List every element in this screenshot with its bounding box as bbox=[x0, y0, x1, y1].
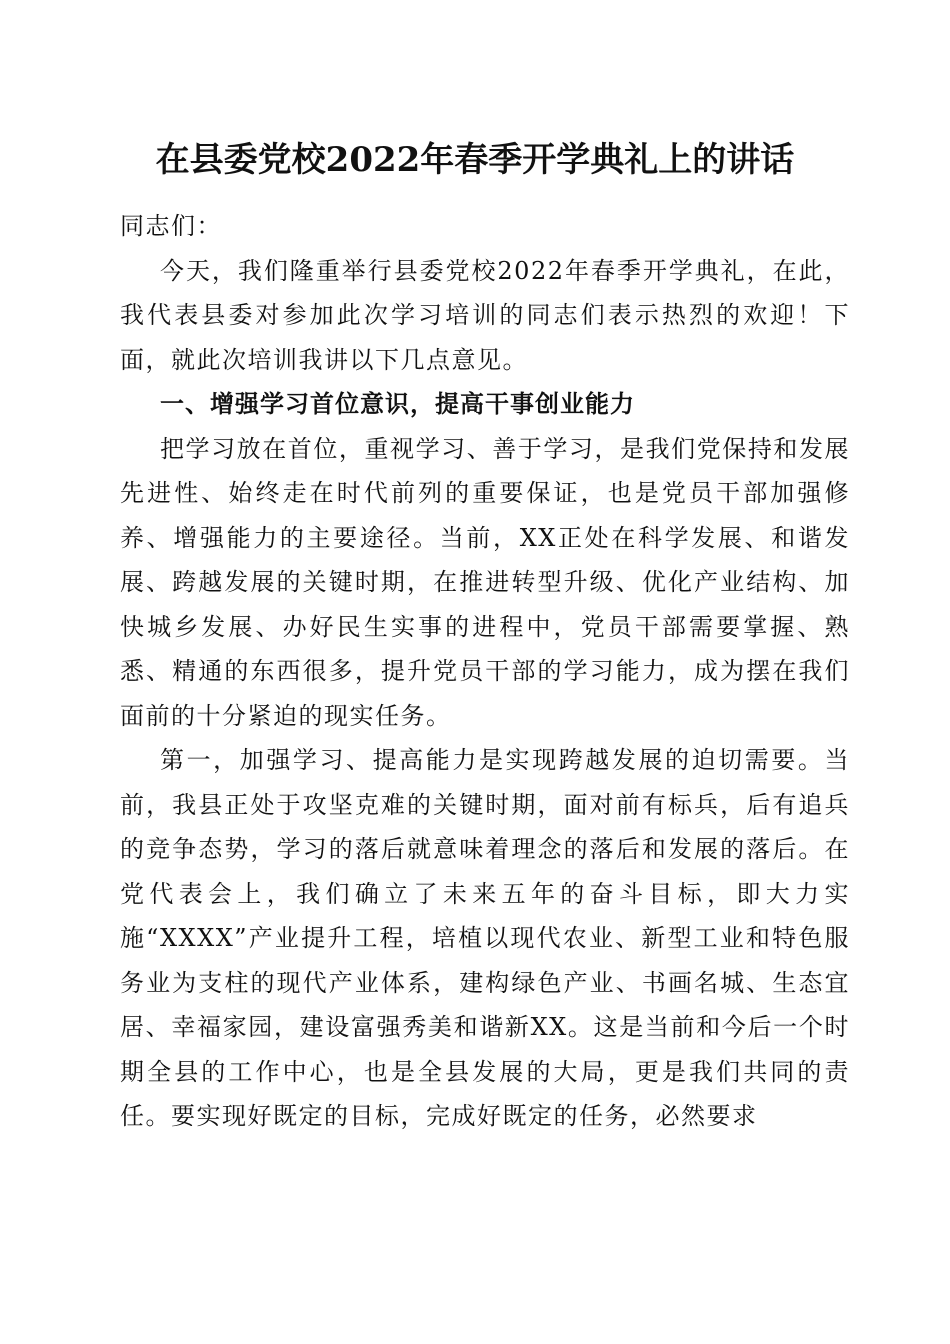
paragraph-opening: 今天，我们隆重举行县委党校2022年春季开学典礼，在此，我代表县委对参加此次学习培训的同志们表示热烈的欢迎！下面，就此次培训我讲以下几点意见。 bbox=[120, 256, 850, 374]
document-title: 在县委党校2022年春季开学典礼上的讲话 bbox=[155, 140, 795, 180]
section-heading: 一、增强学习首位意识，提高干事创业能力 bbox=[160, 390, 635, 418]
salutation: 同志们： bbox=[120, 212, 222, 240]
paragraph-section-1: 把学习放在首位，重视学习、善于学习，是我们党保持和发展先进性、始终走在时代前列的重要保证，也是党员干部加强修养、增强能力的主要途径。当前，XX正处在科学发展、和谐发展、跨越发展的关键时期，在推进转型升级、优化产业结构、加快城乡发展、办好民生实事的进程中，党员干部需要掌握、熟悉、精通的东西很多，提升党员干部的学习能力，成为摆在我们面前的十分紧迫的现实任务。 bbox=[120, 434, 850, 730]
paragraph-section-2: 第一，加强学习、提高能力是实现跨越发展的迫切需要。当前，我县正处于攻坚克难的关键时期，面对前有标兵，后有追兵的竞争态势，学习的落后就意味着理念的落后和发展的落后。在党代表会上，我们确立了未来五年的奋斗目标，即大力实施“XXXX”产业提升工程，培植以现代农业、新型工业和特色服务业为支柱的现代产业体系，建构绿色产业、书画名城、生态宜居、幸福家园，建设富强秀美和谐新XX。这是当前和今后一个时期全县的工作中心，也是全县发展的大局，更是我们共同的责任。要实现好既定的目标，完成好既定的任务，必然要求 bbox=[120, 746, 850, 1130]
document-body bbox=[120, 200, 850, 1139]
